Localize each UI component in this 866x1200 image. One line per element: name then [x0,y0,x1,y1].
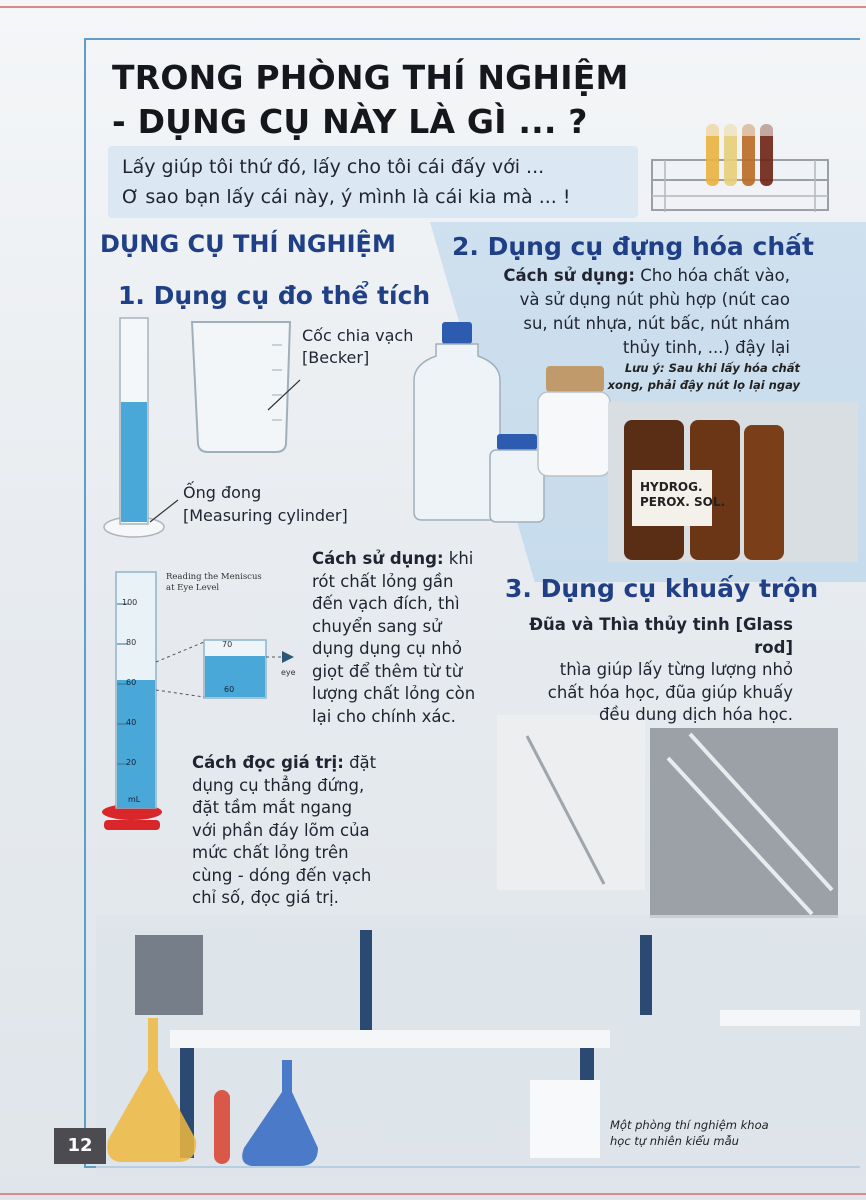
storage-line-4: thủy tinh, ...) đậy lại [622,338,790,357]
tick-100: 100 [122,598,138,607]
usage-line-2: rót chất lỏng gần [312,571,454,591]
reading-instructions [192,752,402,910]
usage-line-4: chuyển sang sử [312,616,442,636]
storage-note [590,360,800,394]
storage-usage-label: Cách sử dụng: [503,266,635,285]
stirring-line-1: thìa giúp lấy từng lượng nhỏ [559,660,793,679]
usage-line-7: lượng chất lỏng còn [312,684,476,703]
zoom-tick-70: 70 [222,640,233,649]
note-label: Lưu ý: [624,361,665,375]
becker-label-en: [Becker] [302,348,370,367]
bottle-label-line-1: HYDROG. [640,480,703,494]
eye-label: eye [281,668,296,677]
page-number: 12 [54,1128,106,1164]
storage-line-1: Cho hóa chất vào, [640,266,790,285]
reading-line-5: mức chất lỏng trên [192,843,349,862]
stirring-text [498,614,793,727]
reading-line-6: cùng - dóng đến vạch [192,865,372,885]
cylinder-label [183,481,383,527]
meniscus-title-line-2: at Eye Level [166,583,220,593]
tick-40: 40 [126,718,137,727]
usage-label: Cách sử dụng: [312,549,444,568]
usage-line-5: dụng dụng cụ nhỏ [312,639,462,658]
usage-line-3: đến vạch đích, thì [312,594,460,613]
stirring-line-3: đều dung dịch hóa học. [598,705,793,724]
storage-line-2: và sử dụng nút phù hợp (nút cao [519,290,790,309]
cylinder-image [104,318,178,537]
usage-line-6: giọt để thêm từ từ [312,661,463,681]
beaker-image [192,322,300,452]
tick-20: 20 [126,758,137,767]
glass-rod-photos [497,715,838,918]
intro-line-2: Ơ sao bạn lấy cái này, ý mình là cái kia mà ... ! [122,186,571,208]
becker-label-vi: Cốc chia vạch [302,326,414,345]
lab-photo-caption [610,1117,790,1149]
cylinder-label-en: [Measuring cylinder] [183,506,348,525]
stirring-subtitle: Đũa và Thìa thủy tinh [Glass rod] [529,615,793,657]
heading-stirring-tools: 3. Dụng cụ khuấy trộn [505,574,819,603]
note-line-2: xong, phải đậy nút lọ lại ngay [607,378,800,392]
reading-line-2: dụng cụ thẳng đứng, [192,775,365,795]
caption-line-1: Một phòng thí nghiệm khoa [610,1118,769,1132]
reading-line-7: chỉ số, đọc giá trị. [192,888,339,907]
caption-line-2: học tự nhiên kiểu mẫu [610,1134,739,1148]
bottle-label [640,480,725,510]
zoom-tick-60: 60 [224,685,235,694]
reading-label: Cách đọc giá trị: [192,753,344,772]
meniscus-title-line-1: Reading the Meniscus [166,572,262,582]
stirring-line-2: chất hóa học, đũa giúp khuấy [547,682,793,702]
heading-volume-tools: 1. Dụng cụ đo thể tích [118,281,431,310]
section-heading: DỤNG CỤ THÍ NGHIỆM [100,230,396,258]
test-tube-rack [652,124,828,212]
cylinder-usage-text [312,548,492,728]
reading-line-4: với phần đáy lõm của [192,820,370,840]
tick-ml: mL [128,795,141,804]
usage-line-1: khi [448,549,474,568]
bottle-label-line-2: PEROX. SOL. [640,495,726,509]
reading-line-1: đặt [349,753,377,772]
reading-line-3: đặt tầm mắt ngang [192,798,353,817]
tick-60: 60 [126,678,137,687]
becker-label [302,325,442,369]
storage-line-3: su, nút nhựa, nút bấc, nút nhám [523,314,790,333]
title-line-2: - DỤNG CỤ NÀY LÀ GÌ ... ? [112,102,588,141]
usage-line-8: lại cho chính xác. [312,706,456,726]
cylinder-label-vi: Ống đong [183,483,262,502]
title-line-1: TRONG PHÒNG THÍ NGHIỆM [112,58,629,97]
intro-line-1: Lấy giúp tôi thứ đó, lấy cho tôi cái đấy với ... [122,156,545,178]
meniscus-title [166,572,286,594]
note-line-1: Sau khi lấy hóa chất [668,361,800,375]
tick-80: 80 [126,638,137,647]
heading-storage-tools: 2. Dụng cụ đựng hóa chất [452,232,814,261]
storage-usage-text [480,264,790,360]
